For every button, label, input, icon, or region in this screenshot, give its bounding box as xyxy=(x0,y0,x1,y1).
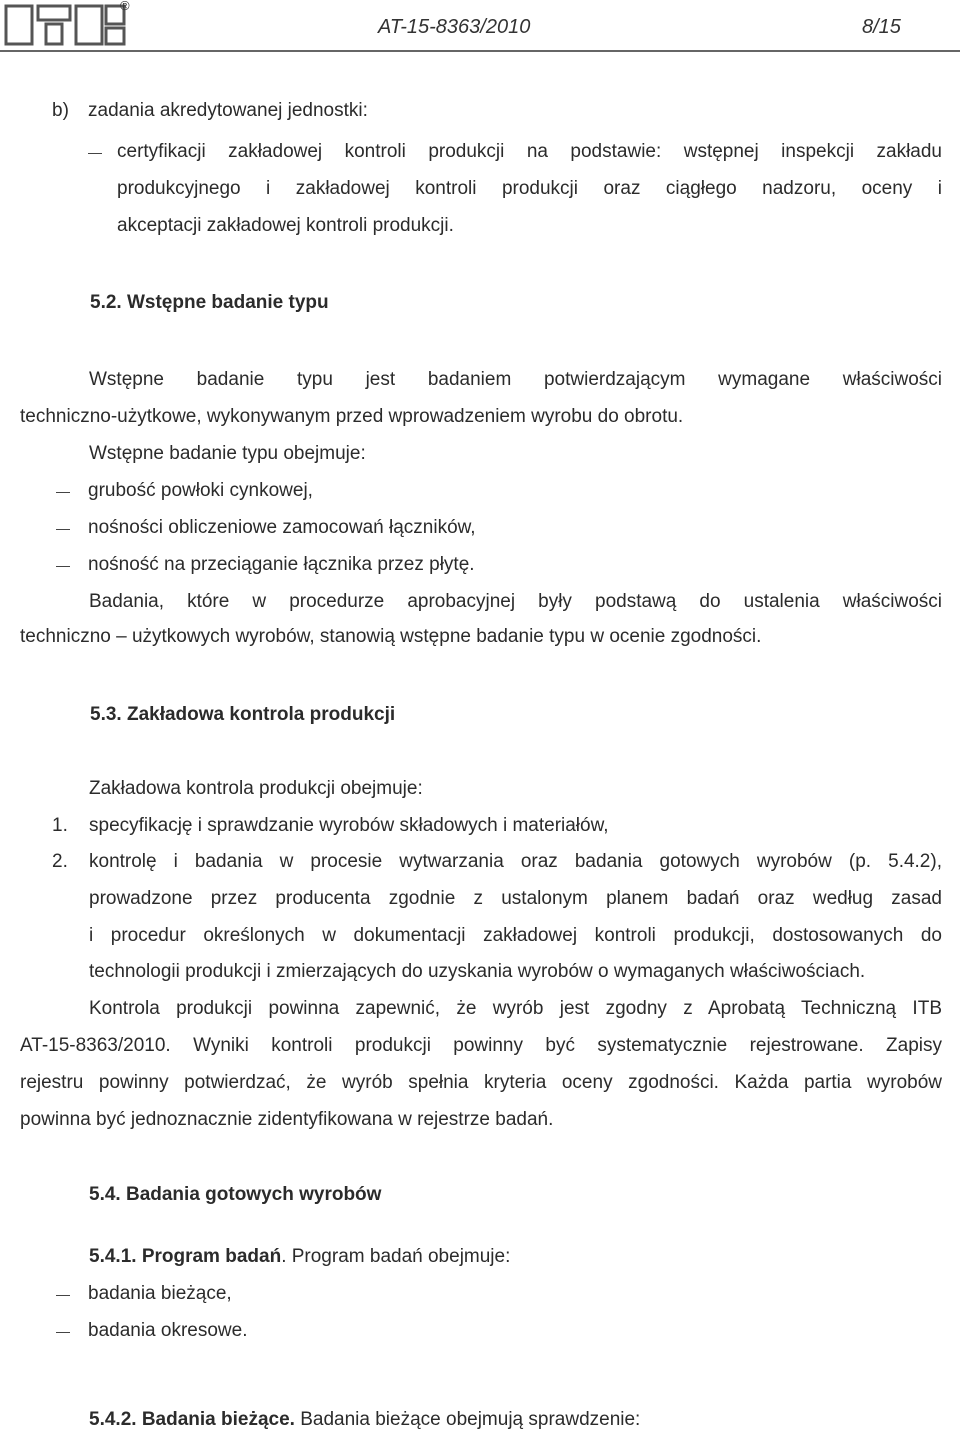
s52-para1-line2: techniczno-użytkowe, wykonywanym przed wprowadzeniem wyrobu do obrotu. xyxy=(20,406,684,427)
s53-item2-line1: kontrolę i badania w procesie wytwarzania oraz badania gotowych wyrobów (p. 5.4.2), xyxy=(89,851,942,872)
s541-item-2: badania okresowe. xyxy=(88,1320,248,1341)
s52-para1-line1: Wstępne badanie typu jest badaniem potwierdzającym wymagane właściwości xyxy=(89,369,942,390)
s541-item-1: badania bieżące, xyxy=(88,1283,232,1304)
s541-text: . Program badań obejmuje: xyxy=(281,1246,511,1267)
page-number: 8/15 xyxy=(862,16,901,38)
dash-bullet xyxy=(56,1295,70,1296)
dash-bullet xyxy=(56,492,70,493)
section-b-item-line-2: produkcyjnego i zakładowej kontroli produkcji oraz ciągłego nadzoru, oceny i xyxy=(117,178,942,199)
s53-item1: specyfikację i sprawdzanie wyrobów składowych i materiałów, xyxy=(89,815,609,836)
section-b-title: zadania akredytowanej jednostki: xyxy=(88,100,368,121)
section-5-2-heading: 5.2. Wstępne badanie typu xyxy=(90,292,329,313)
s52-para2-line1: Badania, które w procedurze aprobacyjnej były podstawą do ustalenia właściwości xyxy=(89,591,942,612)
s53-intro: Zakładowa kontrola produkcji obejmuje: xyxy=(89,778,423,799)
s52-item-3: nośność na przeciąganie łącznika przez płytę. xyxy=(88,554,475,575)
s53-item2-line2: prowadzone przez producenta zgodnie z ustalonym planem badań oraz według zasad xyxy=(89,888,942,909)
dash-bullet xyxy=(56,529,70,530)
header-divider xyxy=(0,50,960,52)
s53-para-line3: rejestru powinny potwierdzać, że wyrób spełnia kryteria oceny zgodności. Każda partia wyrobów xyxy=(20,1072,942,1093)
s53-item2-line3: i procedur określonych w dokumentacji zakładowej kontroli produkcji, dostosowanych do xyxy=(89,925,942,946)
s53-para-line2: AT-15-8363/2010. Wyniki kontroli produkcji powinny być systematycznie rejestrowane. Zapisy xyxy=(20,1035,942,1056)
s52-intro: Wstępne badanie typu obejmuje: xyxy=(89,443,366,464)
s541-paragraph xyxy=(89,1245,510,1269)
s53-item1-number: 1. xyxy=(52,815,68,836)
dash-bullet xyxy=(88,153,102,154)
s542-paragraph xyxy=(89,1408,640,1432)
s53-para-line1: Kontrola produkcji powinna zapewnić, że wyrób jest zgodny z Aprobatą Techniczną ITB xyxy=(89,998,942,1019)
s53-item2-number: 2. xyxy=(52,851,68,872)
s53-para-line4: powinna być jednoznacznie zidentyfikowana w rejestrze badań. xyxy=(20,1109,554,1130)
dash-bullet xyxy=(56,1332,70,1333)
s53-item2-line4: technologii produkcji i zmierzających do uzyskania wyrobów o wymaganych właściwościach. xyxy=(89,961,866,982)
registered-mark: ® xyxy=(120,0,130,13)
s542-heading: 5.4.2. Badania bieżące. xyxy=(89,1409,295,1430)
section-b-item-line-1: certyfikacji zakładowej kontroli produkcji na podstawie: wstępnej inspekcji zakładu xyxy=(117,141,942,162)
section-5-3-heading: 5.3. Zakładowa kontrola produkcji xyxy=(90,704,396,725)
section-b-item-line-3: akceptacji zakładowej kontroli produkcji. xyxy=(117,215,454,236)
section-b-label: b) xyxy=(52,100,69,121)
document-number: AT-15-8363/2010 xyxy=(378,16,531,38)
s52-para2-line2: techniczno – użytkowych wyrobów, stanowią wstępne badanie typu w ocenie zgodności. xyxy=(20,626,762,647)
s52-item-1: grubość powłoki cynkowej, xyxy=(88,480,313,501)
s52-item-2: nośności obliczeniowe zamocowań łączników, xyxy=(88,517,476,538)
s541-heading: 5.4.1. Program badań xyxy=(89,1246,282,1267)
s542-text: Badania bieżące obejmują sprawdzenie: xyxy=(294,1409,641,1430)
dash-bullet xyxy=(56,566,70,567)
section-5-4-heading: 5.4. Badania gotowych wyrobów xyxy=(89,1184,382,1205)
itb-logo xyxy=(4,0,136,48)
